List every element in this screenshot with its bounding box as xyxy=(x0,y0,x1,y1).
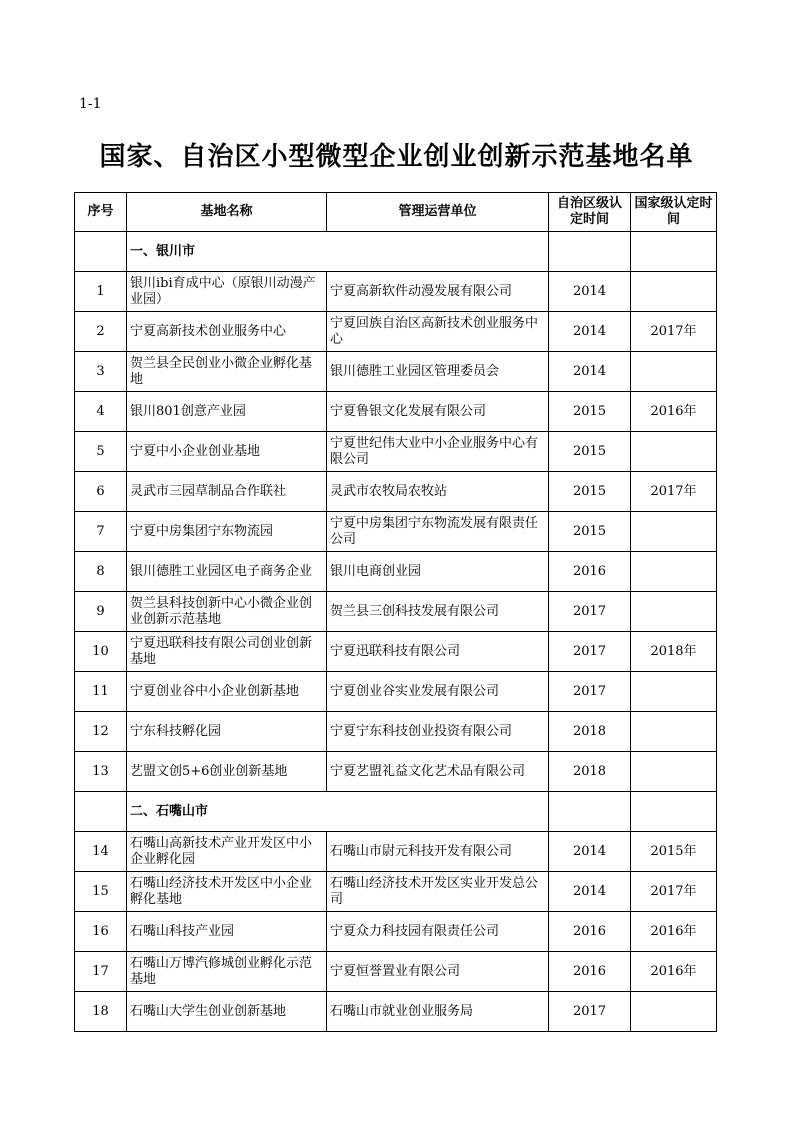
section-row xyxy=(75,792,717,832)
header-national-time: 国家级认定时间 xyxy=(631,193,717,232)
table-body xyxy=(75,232,717,1032)
seq-cell: 5 xyxy=(75,432,127,472)
base-name-cell: 灵武市三园草制品合作联社 xyxy=(127,472,327,512)
operator-cell: 宁夏恒誉置业有限公司 xyxy=(327,952,549,992)
base-name-cell: 贺兰县全民创业小微企业孵化基地 xyxy=(127,352,327,392)
page-label: 1-1 xyxy=(79,96,102,112)
national-year-cell xyxy=(631,752,717,792)
region-year-cell: 2016 xyxy=(549,552,631,592)
table-row xyxy=(75,312,717,352)
region-year-cell: 2014 xyxy=(549,312,631,352)
seq-cell: 11 xyxy=(75,672,127,712)
section-title: 一、银川市 xyxy=(127,232,549,272)
seq-cell: 9 xyxy=(75,592,127,632)
operator-cell: 宁夏艺盟礼益文化艺术品有限公司 xyxy=(327,752,549,792)
operator-cell: 宁夏迅联科技有限公司 xyxy=(327,632,549,672)
document-title: 国家、自治区小型微型企业创业创新示范基地名单 xyxy=(99,142,694,172)
region-year-cell: 2014 xyxy=(549,832,631,872)
operator-cell: 宁夏鲁银文化发展有限公司 xyxy=(327,392,549,432)
base-name-cell: 贺兰县科技创新中心小微企业创业创新示范基地 xyxy=(127,592,327,632)
national-year-cell xyxy=(631,712,717,752)
operator-cell: 宁夏宁东科技创业投资有限公司 xyxy=(327,712,549,752)
base-name-cell: 银川801创意产业园 xyxy=(127,392,327,432)
operator-cell: 宁夏创业谷实业发展有限公司 xyxy=(327,672,549,712)
seq-cell: 6 xyxy=(75,472,127,512)
base-name-cell: 艺盟文创5+6创业创新基地 xyxy=(127,752,327,792)
section-row xyxy=(75,232,717,272)
section-empty-cell xyxy=(75,232,127,272)
region-year-cell: 2015 xyxy=(549,512,631,552)
table-row xyxy=(75,592,717,632)
base-name-cell: 宁夏中小企业创业基地 xyxy=(127,432,327,472)
region-year-cell: 2015 xyxy=(549,472,631,512)
base-name-cell: 石嘴山大学生创业创新基地 xyxy=(127,992,327,1032)
national-year-cell xyxy=(631,352,717,392)
section-empty-cell xyxy=(631,232,717,272)
seq-cell: 16 xyxy=(75,912,127,952)
national-year-cell: 2015年 xyxy=(631,832,717,872)
national-year-cell: 2016年 xyxy=(631,392,717,432)
base-name-cell: 宁夏创业谷中小企业创新基地 xyxy=(127,672,327,712)
operator-cell: 石嘴山市就业创业服务局 xyxy=(327,992,549,1032)
section-title: 二、石嘴山市 xyxy=(127,792,549,832)
national-year-cell xyxy=(631,552,717,592)
table-row xyxy=(75,912,717,952)
base-name-cell: 银川ibi育成中心（原银川动漫产业园） xyxy=(127,272,327,312)
section-empty-cell xyxy=(549,792,631,832)
operator-cell: 银川德胜工业园区管理委员会 xyxy=(327,352,549,392)
seq-cell: 17 xyxy=(75,952,127,992)
base-name-cell: 石嘴山科技产业园 xyxy=(127,912,327,952)
base-list-table xyxy=(74,192,717,1032)
base-name-cell: 宁夏迅联科技有限公司创业创新基地 xyxy=(127,632,327,672)
header-operator: 管理运营单位 xyxy=(327,193,549,232)
national-year-cell xyxy=(631,272,717,312)
operator-cell: 宁夏回族自治区高新技术创业服务中心 xyxy=(327,312,549,352)
seq-cell: 4 xyxy=(75,392,127,432)
seq-cell: 18 xyxy=(75,992,127,1032)
header-region-time: 自治区级认定时间 xyxy=(549,193,631,232)
region-year-cell: 2017 xyxy=(549,672,631,712)
national-year-cell: 2016年 xyxy=(631,952,717,992)
national-year-cell xyxy=(631,592,717,632)
table-row xyxy=(75,752,717,792)
table-row xyxy=(75,832,717,872)
base-name-cell: 石嘴山高新技术产业开发区中小企业孵化园 xyxy=(127,832,327,872)
operator-cell: 宁夏世纪伟大业中小企业服务中心有限公司 xyxy=(327,432,549,472)
table-row xyxy=(75,472,717,512)
table-row xyxy=(75,432,717,472)
region-year-cell: 2018 xyxy=(549,712,631,752)
region-year-cell: 2017 xyxy=(549,992,631,1032)
national-year-cell xyxy=(631,432,717,472)
national-year-cell: 2017年 xyxy=(631,872,717,912)
table-row xyxy=(75,992,717,1032)
national-year-cell xyxy=(631,992,717,1032)
national-year-cell: 2016年 xyxy=(631,912,717,952)
seq-cell: 1 xyxy=(75,272,127,312)
region-year-cell: 2014 xyxy=(549,272,631,312)
table-row xyxy=(75,872,717,912)
region-year-cell: 2018 xyxy=(549,752,631,792)
seq-cell: 13 xyxy=(75,752,127,792)
region-year-cell: 2017 xyxy=(549,632,631,672)
table-row xyxy=(75,632,717,672)
national-year-cell xyxy=(631,512,717,552)
region-year-cell: 2014 xyxy=(549,352,631,392)
seq-cell: 8 xyxy=(75,552,127,592)
table-header-row xyxy=(75,193,717,232)
region-year-cell: 2016 xyxy=(549,952,631,992)
table-row xyxy=(75,512,717,552)
operator-cell: 宁夏中房集团宁东物流发展有限责任公司 xyxy=(327,512,549,552)
operator-cell: 石嘴山经济技术开发区实业开发总公司 xyxy=(327,872,549,912)
region-year-cell: 2014 xyxy=(549,872,631,912)
national-year-cell xyxy=(631,672,717,712)
header-name: 基地名称 xyxy=(127,193,327,232)
operator-cell: 石嘴山市尉元科技开发有限公司 xyxy=(327,832,549,872)
national-year-cell: 2017年 xyxy=(631,312,717,352)
table-row xyxy=(75,672,717,712)
operator-cell: 宁夏高新软件动漫发展有限公司 xyxy=(327,272,549,312)
base-name-cell: 宁夏中房集团宁东物流园 xyxy=(127,512,327,552)
seq-cell: 7 xyxy=(75,512,127,552)
section-empty-cell xyxy=(631,792,717,832)
seq-cell: 14 xyxy=(75,832,127,872)
base-name-cell: 宁东科技孵化园 xyxy=(127,712,327,752)
seq-cell: 15 xyxy=(75,872,127,912)
operator-cell: 宁夏众力科技园有限责任公司 xyxy=(327,912,549,952)
table-row xyxy=(75,392,717,432)
national-year-cell: 2017年 xyxy=(631,472,717,512)
region-year-cell: 2015 xyxy=(549,432,631,472)
region-year-cell: 2016 xyxy=(549,912,631,952)
section-empty-cell xyxy=(549,232,631,272)
table-row xyxy=(75,712,717,752)
operator-cell: 贺兰县三创科技发展有限公司 xyxy=(327,592,549,632)
table-row xyxy=(75,272,717,312)
base-name-cell: 石嘴山经济技术开发区中小企业孵化基地 xyxy=(127,872,327,912)
section-empty-cell xyxy=(75,792,127,832)
seq-cell: 10 xyxy=(75,632,127,672)
operator-cell: 灵武市农牧局农牧站 xyxy=(327,472,549,512)
operator-cell: 银川电商创业园 xyxy=(327,552,549,592)
header-seq: 序号 xyxy=(75,193,127,232)
table-row xyxy=(75,952,717,992)
base-name-cell: 银川德胜工业园区电子商务企业 xyxy=(127,552,327,592)
seq-cell: 2 xyxy=(75,312,127,352)
region-year-cell: 2017 xyxy=(549,592,631,632)
table-row xyxy=(75,552,717,592)
seq-cell: 12 xyxy=(75,712,127,752)
base-name-cell: 石嘴山万博汽修城创业孵化示范基地 xyxy=(127,952,327,992)
seq-cell: 3 xyxy=(75,352,127,392)
base-name-cell: 宁夏高新技术创业服务中心 xyxy=(127,312,327,352)
table-row xyxy=(75,352,717,392)
region-year-cell: 2015 xyxy=(549,392,631,432)
national-year-cell: 2018年 xyxy=(631,632,717,672)
